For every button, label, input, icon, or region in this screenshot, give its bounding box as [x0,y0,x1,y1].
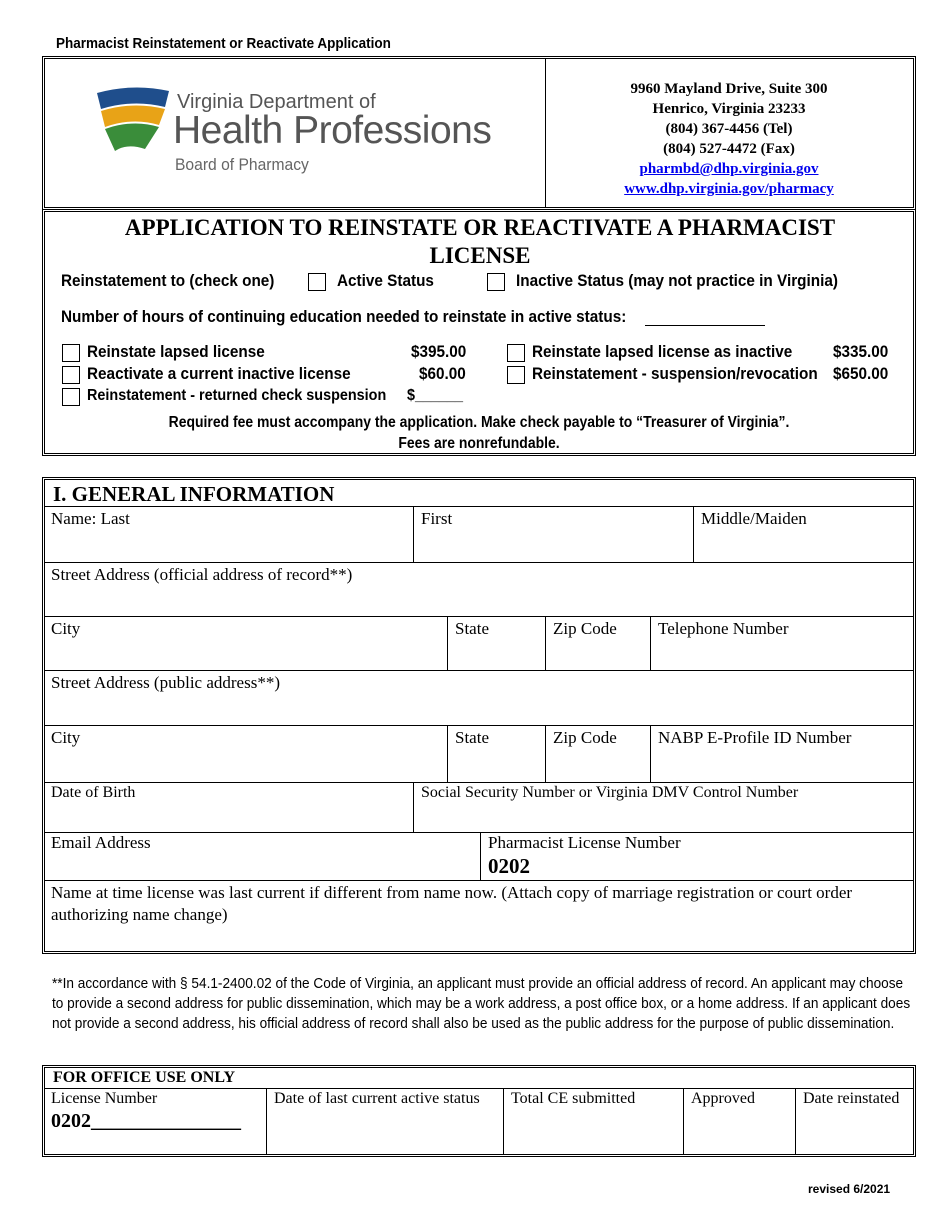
office-use-box [42,1065,916,1157]
email-link[interactable]: pharmbd@dhp.virginia.gov [639,161,819,177]
name-last-label: Name: Last [51,509,130,528]
street-official-label: Street Address (official address of record**) [51,565,353,584]
general-heading: I. GENERAL INFORMATION [53,482,335,506]
application-title: APPLICATION TO REINSTATE OR REACTIVATE A PHARMACIST LICENSE [124,215,836,268]
active-status-label: Active Status [337,271,434,290]
fee-returned-check-checkbox[interactable] [62,388,80,406]
fee-lapsed-amount: $395.00 [411,342,467,361]
logo-line1: Virginia Department of [177,91,376,113]
address-line1: 9960 Mayland Drive, Suite 300 [630,81,828,97]
fee-reactivate-amount: $60.00 [419,364,466,383]
form-title: Pharmacist Reinstatement or Reactivate Application [56,35,391,52]
footnote-text: **In accordance with § 54.1-2400.02 of the Code of Virginia, an applicant must provide an official address of record. An applicant may choose to provide a second address for public dissemination, which may be a work address, a post office box, or a home address. If an applicant does not provide a second address, his official address of record shall also be used as the public address for the purpose of public dissemination. [52,976,911,1032]
fee-reactivate-label: Reactivate a current inactive license [87,364,351,383]
office-license-value: 0202_______________ [51,1110,241,1132]
active-status-checkbox[interactable] [308,273,326,291]
email-label: Email Address [51,833,151,852]
ssn-label: Social Security Number or Virginia DMV Control Number [421,784,799,801]
revised-date: revised 6/2021 [808,1182,891,1196]
license-prefix: 0202 [488,854,530,878]
fee-lapsed-inactive-label: Reinstate lapsed license as inactive [532,342,793,361]
office-license-label: License Number [51,1090,158,1107]
ce-hours-input[interactable] [645,325,765,326]
inactive-status-label: Inactive Status (may not practice in Virginia) [516,271,838,290]
office-last-active-label: Date of last current active status [274,1090,480,1107]
website-link[interactable]: www.dhp.virginia.gov/pharmacy [624,181,834,197]
agency-header-box [42,56,916,210]
inactive-status-checkbox[interactable] [487,273,505,291]
fee-lapsed-checkbox[interactable] [62,344,80,362]
telephone-label: Telephone Number [658,619,789,638]
fee-note-line1: Required fee must accompany the application. Make check payable to “Treasurer of Virginia”. [168,414,790,431]
office-date-reinstated-label: Date reinstated [803,1090,900,1107]
dhp-logo-icon [93,85,173,157]
name-middle-label: Middle/Maiden [701,509,807,528]
address-line2: Henrico, Virginia 23233 [652,101,806,117]
state-label: State [455,619,489,638]
state-public-label: State [455,728,489,747]
fee-suspension-label: Reinstatement - suspension/revocation [532,364,818,383]
fee-lapsed-label: Reinstate lapsed license [87,342,265,361]
reinstatement-label: Reinstatement to (check one) [61,271,275,290]
agency-address [545,79,913,199]
ce-hours-label: Number of hours of continuing education needed to reinstate in active status: [61,307,627,326]
dob-label: Date of Birth [51,784,136,801]
fee-returned-check-label: Reinstatement - returned check suspension [87,387,387,404]
fee-returned-check-amount: $______ [407,387,464,404]
fee-lapsed-inactive-checkbox[interactable] [507,344,525,362]
name-first-label: First [421,509,453,528]
office-heading: FOR OFFICE USE ONLY [53,1069,236,1086]
footnote [52,974,918,1034]
logo-line2: Health Professions [173,109,492,152]
city-label: City [51,619,81,638]
general-information-box [42,477,916,954]
fee-note [45,412,913,454]
fee-suspension-amount: $650.00 [833,364,889,383]
logo-line3: Board of Pharmacy [175,155,309,174]
office-approved-label: Approved [691,1090,755,1107]
fee-reactivate-checkbox[interactable] [62,366,80,384]
nabp-label: NABP E-Profile ID Number [658,728,852,747]
application-box [42,209,916,456]
fee-lapsed-inactive-amount: $335.00 [833,342,889,361]
zip-public-label: Zip Code [553,728,617,747]
fax: (804) 527-4472 (Fax) [663,141,795,157]
fee-suspension-checkbox[interactable] [507,366,525,384]
street-public-label: Street Address (public address**) [51,673,280,692]
city-public-label: City [51,728,81,747]
prior-name-label: Name at time license was last current if different from name now. (Attach copy of marriage registration or court order authorizing name change) [51,883,853,924]
license-number-label: Pharmacist License Number [488,833,681,852]
office-total-ce-label: Total CE submitted [511,1090,636,1107]
fee-note-line2: Fees are nonrefundable. [398,435,560,452]
phone: (804) 367-4456 (Tel) [665,121,793,137]
zip-label: Zip Code [553,619,617,638]
